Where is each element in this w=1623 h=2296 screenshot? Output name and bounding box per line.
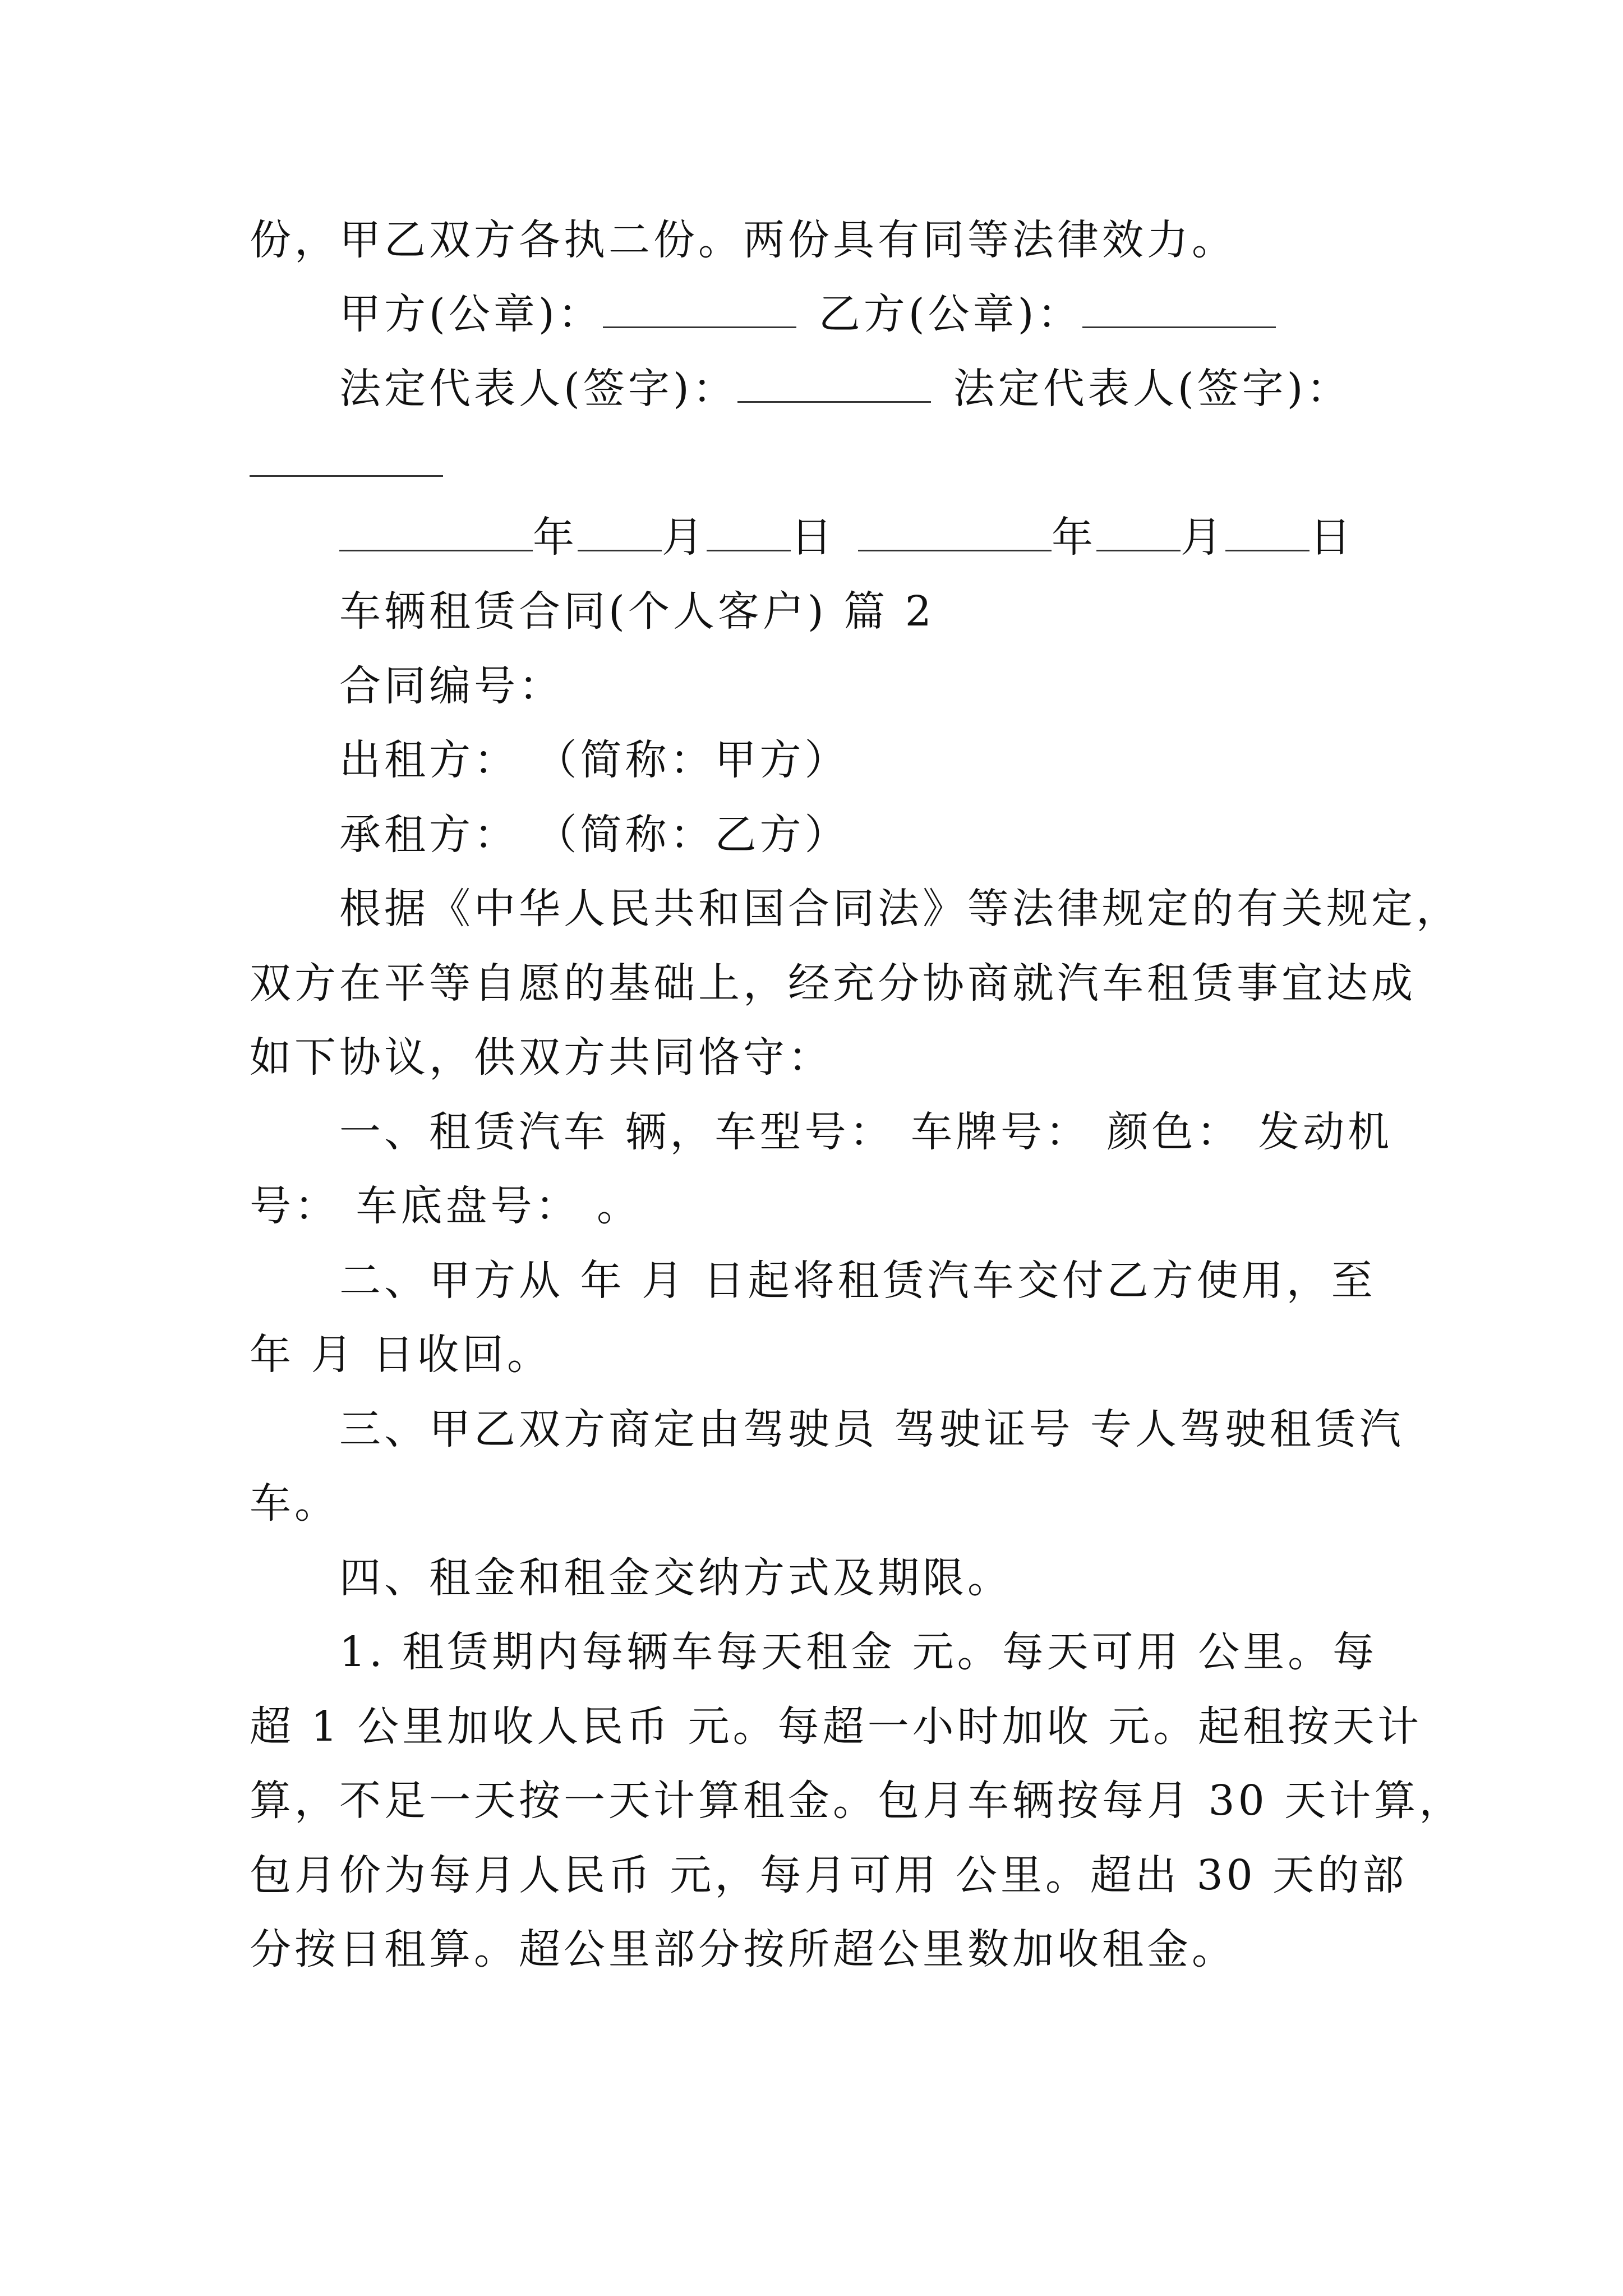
clause-4-1-line: 分按日租算。超公里部分按所超公里数加收租金。	[250, 1925, 1237, 1973]
contract-number: 合同编号：	[339, 662, 564, 710]
clause-1-line: 一、租赁汽车 辆，车型号： 车牌号： 颜色： 发动机	[339, 1108, 1393, 1156]
rep-b-label: 法定代表人(签字)：	[953, 365, 1352, 413]
month-blank-a	[578, 513, 662, 551]
clause-1-line: 号： 车底盘号： 。	[250, 1182, 642, 1230]
representative-line	[339, 364, 1478, 414]
rep-a-label: 法定代表人(签字)：	[339, 365, 737, 413]
rep-b-blank-line	[250, 438, 1388, 488]
clause-4-title: 四、租金和租金交纳方式及期限。	[339, 1554, 1012, 1602]
month-label-b: 月	[1181, 513, 1225, 562]
month-label-a: 月	[662, 513, 707, 562]
paragraph-end-line: 份，甲乙双方各执二份。两份具有同等法律效力。	[250, 216, 1237, 264]
clause-4-1-line: 算，不足一天按一天计算租金。包月车辆按每月 30 天计算，	[250, 1777, 1464, 1825]
lessee-line: 承租方： （简称：乙方）	[339, 811, 850, 859]
year-label-a: 年	[533, 513, 578, 562]
party-b-seal-blank	[1082, 289, 1276, 328]
month-blank-b	[1096, 513, 1181, 551]
clause-4-1-line: 1. 租赁期内每辆车每天租金 元。每天可用 公里。每	[339, 1628, 1378, 1676]
day-label-a: 日	[791, 513, 836, 562]
intro-line: 双方在平等自愿的基础上，经充分协商就汽车租赁事宜达成	[250, 959, 1416, 1007]
day-label-b: 日	[1310, 513, 1354, 562]
day-blank-a	[707, 513, 791, 551]
rep-a-blank	[737, 364, 931, 403]
clause-3-line: 三、甲乙双方商定由驾驶员 驾驶证号 专人驾驶租赁汽	[339, 1405, 1405, 1453]
year-label-b: 年	[1052, 513, 1096, 562]
intro-line: 如下协议，供双方共同恪守：	[250, 1033, 833, 1082]
year-blank-a	[339, 513, 533, 551]
day-blank-b	[1225, 513, 1310, 551]
party-a-seal-blank	[603, 289, 796, 328]
rep-b-blank	[250, 438, 443, 477]
party-a-seal-label: 甲方(公章)：	[339, 290, 603, 338]
clause-4-1-line: 超 1 公里加收人民币 元。每超一小时加收 元。起租按天计	[250, 1703, 1423, 1751]
seal-line	[339, 289, 1478, 339]
intro-line: 根据《中华人民共和国合同法》等法律规定的有关规定，	[339, 885, 1461, 933]
clause-2-line: 二、甲方从 年 月 日起将租赁汽车交付乙方使用，至	[339, 1257, 1376, 1305]
section-title: 车辆租赁合同(个人客户) 篇 2	[339, 587, 935, 636]
date-line	[339, 512, 1478, 563]
party-b-seal-label: 乙方(公章)：	[818, 290, 1082, 338]
clause-3-line: 车。	[250, 1479, 339, 1527]
clause-4-1-line: 包月价为每月人民币 元，每月可用 公里。超出 30 天的部	[250, 1851, 1408, 1899]
lessor-line: 出租方： （简称：甲方）	[339, 736, 850, 784]
year-blank-b	[858, 513, 1052, 551]
clause-2-line: 年 月 日收回。	[250, 1331, 552, 1379]
